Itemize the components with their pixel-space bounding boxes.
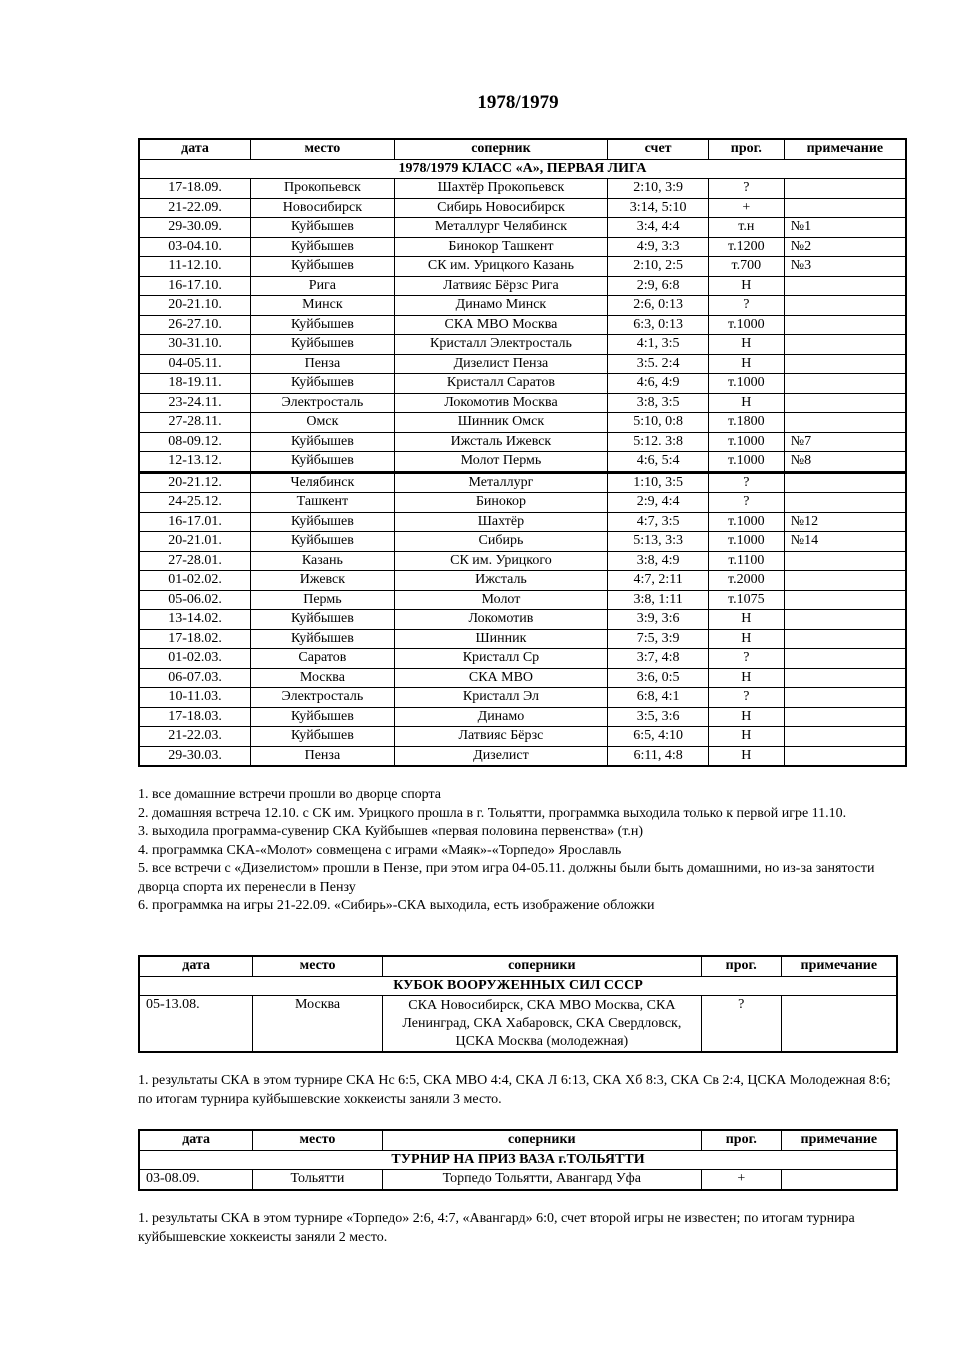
cell-place: Куйбышев (251, 452, 395, 473)
table-row (139, 590, 906, 610)
cell-program: Н (708, 393, 784, 413)
cell-opponent: Латвияс Бёрзс Рига (394, 276, 608, 296)
cell-opponent: Ижсталь (394, 571, 608, 591)
cell-place: Москва (251, 668, 395, 688)
cell-place: Куйбышев (251, 512, 395, 532)
cell-program: т.1000 (708, 532, 784, 552)
cell-opponent: Кристалл Саратов (394, 374, 608, 394)
cell-place: Куйбышев (251, 629, 395, 649)
cell-opponent: Сибирь (394, 532, 608, 552)
table-row (139, 413, 906, 433)
cell-score: 6:5, 4:10 (608, 727, 709, 747)
cell-date: 12-13.12. (139, 452, 251, 473)
section-row (139, 976, 897, 996)
cell-date: 10-11.03. (139, 688, 251, 708)
cell-opponent: Шинник Омск (394, 413, 608, 433)
cell-program: т.1000 (708, 374, 784, 394)
cell-score: 3:8, 1:11 (608, 590, 709, 610)
section-title: 1978/1979 КЛАСС «А», ПЕРВАЯ ЛИГА (139, 159, 906, 179)
cell-opponent: Дизелист Пенза (394, 354, 608, 374)
cell-date: 04-05.11. (139, 354, 251, 374)
header-date: дата (139, 956, 253, 976)
cell-score: 5:10, 0:8 (608, 413, 709, 433)
cell-place: Куйбышев (251, 432, 395, 452)
cell-score: 1:10, 3:5 (608, 472, 709, 493)
cell-date: 13-14.02. (139, 610, 251, 630)
cell-program: Н (708, 746, 784, 766)
cell-score: 2:6, 0:13 (608, 296, 709, 316)
cell-opponent: Бинокор Ташкент (394, 237, 608, 257)
cell-note: №2 (784, 237, 906, 257)
cell-note (781, 996, 897, 1053)
cell-score: 2:9, 4:4 (608, 493, 709, 513)
cell-note (784, 276, 906, 296)
cell-program: ? (708, 649, 784, 669)
cell-score: 4:1, 3:5 (608, 335, 709, 355)
table-row (139, 629, 906, 649)
cell-program: т.2000 (708, 571, 784, 591)
cell-note (784, 649, 906, 669)
cell-opponents: Торпедо Тольятти, Авангард Уфа (382, 1170, 701, 1190)
cell-score: 4:7, 3:5 (608, 512, 709, 532)
cell-note (784, 746, 906, 766)
note-line: 1. результаты СКА в этом турнире «Торпедо» 2:6, 4:7, «Авангард» 6:0, счет второй игры не известен; по итогам турнира куйбышевские хоккеисты заняли 2 место. (138, 1211, 855, 1245)
cell-date: 24-25.12. (139, 493, 251, 513)
cell-date: 11-12.10. (139, 257, 251, 277)
cell-score: 2:10, 2:5 (608, 257, 709, 277)
cell-program: Н (708, 610, 784, 630)
cell-date: 05-13.08. (139, 996, 253, 1053)
notes-vaz (138, 1210, 898, 1247)
cell-score: 2:9, 6:8 (608, 276, 709, 296)
cell-program: Н (708, 354, 784, 374)
cell-opponent: СК им. Урицкого (394, 551, 608, 571)
cell-score: 6:11, 4:8 (608, 746, 709, 766)
table-row (139, 452, 906, 473)
cell-program: ? (701, 996, 781, 1053)
table-row (139, 551, 906, 571)
cell-place: Саратов (251, 649, 395, 669)
note-line: 1. результаты СКА в этом турнире СКА Нс 6:5, СКА МВО 4:4, СКА Л 6:13, СКА Хб 8:3, СКА Св 2:4, ЦСКА Молодежная 8:6; по итогам турнира куйбышевские хоккеисты заняли 3 место. (138, 1073, 891, 1107)
cell-program: т.1100 (708, 551, 784, 571)
cell-opponent: Бинокор (394, 493, 608, 513)
cell-note: №8 (784, 452, 906, 473)
cell-note (784, 393, 906, 413)
table-row (139, 335, 906, 355)
cell-opponent: Металлург Челябинск (394, 218, 608, 238)
cell-program: Н (708, 707, 784, 727)
cell-score: 3:8, 4:9 (608, 551, 709, 571)
cell-program: Н (708, 668, 784, 688)
cell-score: 7:5, 3:9 (608, 629, 709, 649)
cell-program: т.1000 (708, 315, 784, 335)
cell-place: Куйбышев (251, 610, 395, 630)
cell-program: Н (708, 276, 784, 296)
cell-place: Рига (251, 276, 395, 296)
cell-note (784, 493, 906, 513)
cell-opponent: СК им. Урицкого Казань (394, 257, 608, 277)
cell-place: Казань (251, 551, 395, 571)
header-note: примечание (784, 139, 906, 159)
table-row (139, 649, 906, 669)
cell-opponent: Шинник (394, 629, 608, 649)
cell-program: + (701, 1170, 781, 1190)
cell-note: №12 (784, 512, 906, 532)
cell-note: №1 (784, 218, 906, 238)
header-opponents: соперники (382, 1130, 701, 1150)
cell-note (784, 688, 906, 708)
table-row (139, 432, 906, 452)
cell-program: + (708, 198, 784, 218)
cell-date: 29-30.03. (139, 746, 251, 766)
cell-score: 6:8, 4:1 (608, 688, 709, 708)
cell-date: 05-06.02. (139, 590, 251, 610)
cell-program: т.1000 (708, 432, 784, 452)
cell-place: Пенза (251, 354, 395, 374)
cell-opponent: Молот (394, 590, 608, 610)
table-header-row (139, 956, 897, 976)
cell-score: 3:9, 3:6 (608, 610, 709, 630)
table-row (139, 688, 906, 708)
cell-opponent: Дизелист (394, 746, 608, 766)
cell-score: 5:12. 3:8 (608, 432, 709, 452)
cell-score: 3:8, 3:5 (608, 393, 709, 413)
cell-note (784, 727, 906, 747)
cell-date: 20-21.10. (139, 296, 251, 316)
note-line: 1. все домашние встречи прошли во дворце спорта (138, 787, 442, 802)
cell-opponent: Локомотив Москва (394, 393, 608, 413)
cell-program: т.1000 (708, 512, 784, 532)
header-place: место (253, 956, 383, 976)
cell-opponent: Ижсталь Ижевск (394, 432, 608, 452)
cell-place: Куйбышев (251, 335, 395, 355)
table-row (139, 668, 906, 688)
cell-place: Куйбышев (251, 374, 395, 394)
table-row (139, 472, 906, 493)
cell-score: 5:13, 3:3 (608, 532, 709, 552)
cell-score: 4:6, 4:9 (608, 374, 709, 394)
notes-main (138, 786, 898, 916)
cell-opponent: Локомотив (394, 610, 608, 630)
cell-place: Новосибирск (251, 198, 395, 218)
cell-note (784, 198, 906, 218)
cell-place: Куйбышев (251, 218, 395, 238)
vaz-table (138, 1129, 898, 1191)
cell-opponent: Металлург (394, 472, 608, 493)
cell-score: 6:3, 0:13 (608, 315, 709, 335)
table-row (139, 237, 906, 257)
cell-date: 17-18.09. (139, 179, 251, 199)
header-score: счет (608, 139, 709, 159)
table-row (139, 610, 906, 630)
cell-place: Куйбышев (251, 237, 395, 257)
note-line: 4. программка СКА-«Молот» совмещена с играми «Маяк»-«Торпедо» Ярославль (138, 842, 622, 858)
cup-table (138, 955, 898, 1053)
cell-place: Куйбышев (251, 315, 395, 335)
cell-opponents: СКА Новосибирск, СКА МВО Москва, СКА Ленинград, СКА Хабаровск, СКА Свердловск, ЦСКА Москва (молодежная) (382, 996, 701, 1053)
cell-note: №3 (784, 257, 906, 277)
cell-place: Прокопьевск (251, 179, 395, 199)
cell-score: 3:4, 4:4 (608, 218, 709, 238)
cell-date: 08-09.12. (139, 432, 251, 452)
cell-place: Куйбышев (251, 707, 395, 727)
cell-place: Электросталь (251, 688, 395, 708)
table-row (139, 374, 906, 394)
cell-note (784, 374, 906, 394)
section-row (139, 1150, 897, 1170)
section-title: КУБОК ВООРУЖЕННЫХ СИЛ СССР (139, 976, 897, 996)
cell-date: 17-18.02. (139, 629, 251, 649)
cell-note (784, 354, 906, 374)
note-line: 5. все встречи с «Дизелистом» прошли в Пензе, при этом игра 04-05.11. должны были быть домашними, но из-за занятости дворца спорта их перенесли в Пензу (138, 861, 875, 895)
cell-date: 16-17.01. (139, 512, 251, 532)
header-place: место (253, 1130, 383, 1150)
table-row (139, 493, 906, 513)
cell-date: 27-28.01. (139, 551, 251, 571)
cell-place: Куйбышев (251, 727, 395, 747)
cell-opponent: Сибирь Новосибирск (394, 198, 608, 218)
cell-program: т.1200 (708, 237, 784, 257)
cell-program: т.1000 (708, 452, 784, 473)
header-date: дата (139, 139, 251, 159)
table-row (139, 179, 906, 199)
cell-note (784, 571, 906, 591)
cell-note (784, 707, 906, 727)
cell-score: 3:14, 5:10 (608, 198, 709, 218)
cell-date: 03-04.10. (139, 237, 251, 257)
header-program: прог. (701, 1130, 781, 1150)
cell-opponent: Кристалл Электросталь (394, 335, 608, 355)
cell-note (784, 629, 906, 649)
cell-note: №7 (784, 432, 906, 452)
cell-note (784, 335, 906, 355)
cell-program: ? (708, 179, 784, 199)
cell-place: Ташкент (251, 493, 395, 513)
cell-opponent: Динамо (394, 707, 608, 727)
cell-note (784, 315, 906, 335)
note-line: 2. домашняя встреча 12.10. с СК им. Урицкого прошла в г. Тольятти, программка выходила только к первой игре 11.10. (138, 805, 847, 821)
cell-program: Н (708, 335, 784, 355)
cell-program: ? (708, 493, 784, 513)
table-header-row (139, 139, 906, 159)
cell-date: 01-02.03. (139, 649, 251, 669)
table-row (139, 218, 906, 238)
cell-opponent: Латвияс Бёрзс (394, 727, 608, 747)
cell-note (784, 296, 906, 316)
cell-place: Челябинск (251, 472, 395, 493)
cell-score: 4:9, 3:3 (608, 237, 709, 257)
cell-place: Москва (253, 996, 383, 1053)
cell-score: 3:7, 4:8 (608, 649, 709, 669)
header-note: примечание (781, 956, 897, 976)
cell-note (784, 590, 906, 610)
cell-date: 21-22.09. (139, 198, 251, 218)
cell-date: 17-18.03. (139, 707, 251, 727)
header-opponent: соперник (394, 139, 608, 159)
cell-score: 2:10, 3:9 (608, 179, 709, 199)
header-place: место (251, 139, 395, 159)
cell-date: 30-31.10. (139, 335, 251, 355)
cell-place: Куйбышев (251, 257, 395, 277)
cell-date: 18-19.11. (139, 374, 251, 394)
cell-date: 20-21.12. (139, 472, 251, 493)
cell-note (781, 1170, 897, 1190)
note-line: 6. программка на игры 21-22.09. «Сибирь»-СКА выходила, есть изображение обложки (138, 898, 655, 913)
cell-place: Пермь (251, 590, 395, 610)
table-row (139, 296, 906, 316)
cell-note (784, 610, 906, 630)
cell-note (784, 472, 906, 493)
cell-opponent: СКА МВО (394, 668, 608, 688)
cell-note (784, 413, 906, 433)
cell-program: т.1800 (708, 413, 784, 433)
cell-opponent: Шахтёр Прокопьевск (394, 179, 608, 199)
cell-opponent: Молот Пермь (394, 452, 608, 473)
cell-program: ? (708, 472, 784, 493)
cell-place: Куйбышев (251, 532, 395, 552)
cell-date: 16-17.10. (139, 276, 251, 296)
table-row (139, 746, 906, 766)
season-table (138, 138, 907, 767)
cell-date: 01-02.02. (139, 571, 251, 591)
page-title: 1978/1979 (477, 92, 559, 113)
cell-score: 4:7, 2:11 (608, 571, 709, 591)
table-row (139, 1170, 897, 1190)
table-row (139, 315, 906, 335)
cell-place: Тольятти (253, 1170, 383, 1190)
note-line: 3. выходила программа-сувенир СКА Куйбышев «первая половина первенства» (т.н) (138, 824, 643, 839)
cell-note (784, 179, 906, 199)
header-program: прог. (708, 139, 784, 159)
cell-date: 03-08.09. (139, 1170, 253, 1190)
table-row (139, 512, 906, 532)
cell-score: 3:5, 3:6 (608, 707, 709, 727)
table-row (139, 198, 906, 218)
cell-note: №14 (784, 532, 906, 552)
cell-score: 3:5. 2:4 (608, 354, 709, 374)
table-row (139, 571, 906, 591)
header-note: примечание (781, 1130, 897, 1150)
cell-date: 29-30.09. (139, 218, 251, 238)
table-header-row (139, 1130, 897, 1150)
cell-program: ? (708, 688, 784, 708)
cell-program: Н (708, 727, 784, 747)
cell-place: Электросталь (251, 393, 395, 413)
table-row (139, 354, 906, 374)
cell-date: 27-28.11. (139, 413, 251, 433)
cell-note (784, 668, 906, 688)
cell-opponent: СКА МВО Москва (394, 315, 608, 335)
cell-place: Ижевск (251, 571, 395, 591)
cell-date: 26-27.10. (139, 315, 251, 335)
cell-date: 06-07.03. (139, 668, 251, 688)
header-date: дата (139, 1130, 253, 1150)
cell-opponent: Кристалл Ср (394, 649, 608, 669)
table-row (139, 707, 906, 727)
cell-program: т.700 (708, 257, 784, 277)
table-row (139, 257, 906, 277)
cell-date: 21-22.03. (139, 727, 251, 747)
cell-program: ? (708, 296, 784, 316)
cell-opponent: Динамо Минск (394, 296, 608, 316)
table-row (139, 996, 897, 1053)
notes-cup (138, 1072, 898, 1109)
section-row (139, 159, 906, 179)
table-row (139, 276, 906, 296)
cell-program: т.1075 (708, 590, 784, 610)
cell-date: 20-21.01. (139, 532, 251, 552)
cell-place: Омск (251, 413, 395, 433)
table-row (139, 532, 906, 552)
cell-score: 4:6, 5:4 (608, 452, 709, 473)
cell-opponent: Кристалл Эл (394, 688, 608, 708)
cell-note (784, 551, 906, 571)
section-title: ТУРНИР НА ПРИЗ ВАЗА г.ТОЛЬЯТТИ (139, 1150, 897, 1170)
cell-program: Н (708, 629, 784, 649)
cell-place: Минск (251, 296, 395, 316)
cell-place: Пенза (251, 746, 395, 766)
header-opponents: соперники (382, 956, 701, 976)
table-row (139, 727, 906, 747)
cell-opponent: Шахтёр (394, 512, 608, 532)
cell-date: 23-24.11. (139, 393, 251, 413)
cell-score: 3:6, 0:5 (608, 668, 709, 688)
cell-program: т.н (708, 218, 784, 238)
table-row (139, 393, 906, 413)
header-program: прог. (701, 956, 781, 976)
